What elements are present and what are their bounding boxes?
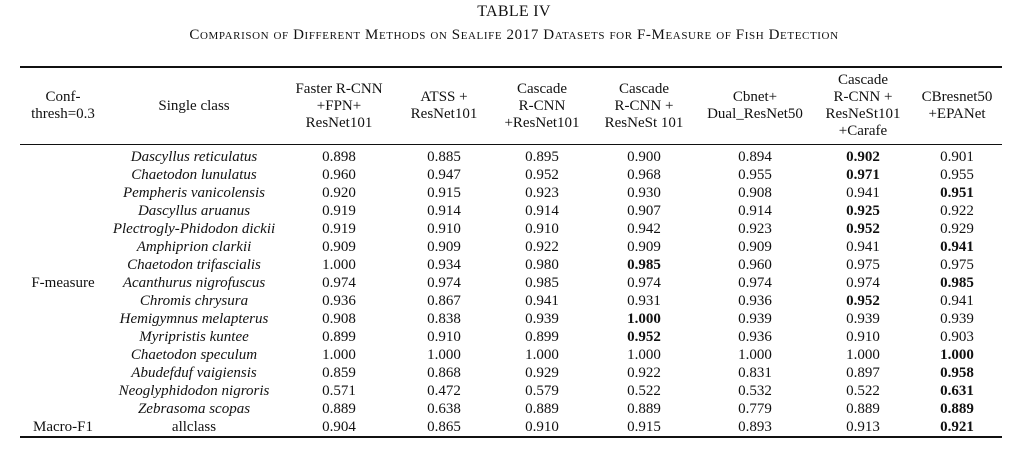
value-cell: 0.923 xyxy=(525,185,559,201)
macro-row xyxy=(20,418,1002,437)
value-cell: 1.000 xyxy=(627,347,661,363)
value-cell: 1.000 xyxy=(738,347,772,363)
value-cell: 0.522 xyxy=(627,383,661,399)
table-row xyxy=(20,184,1002,202)
value-cell: 0.903 xyxy=(940,329,974,345)
header-line: CBresnet50 xyxy=(921,89,993,105)
class-name-cell: Acanthurus nigrofuscus xyxy=(122,275,266,291)
value-cell: 0.910 xyxy=(427,221,461,237)
class-name-cell: Myripristis kuntee xyxy=(139,329,249,345)
header-line: R-CNN xyxy=(518,97,566,114)
header-line: Conf- xyxy=(45,89,81,105)
value-cell: 0.958 xyxy=(940,365,974,381)
value-cell: 0.868 xyxy=(427,365,461,381)
value-cell: 0.915 xyxy=(427,185,461,201)
value-cell: 0.922 xyxy=(940,203,974,219)
header-method xyxy=(814,67,912,145)
header-line: thresh=0.3 xyxy=(31,106,95,122)
macro-value-cell: 0.893 xyxy=(696,418,814,437)
value-cell: 0.941 xyxy=(940,293,974,309)
header-line: Cascade xyxy=(838,72,888,88)
group-label: F-measure xyxy=(31,275,95,291)
value-cell: 0.952 xyxy=(627,329,661,345)
header-line: ResNeSt101 xyxy=(825,106,901,122)
value-cell: 0.867 xyxy=(427,293,461,309)
value-cell: 0.942 xyxy=(627,221,661,237)
table-row xyxy=(20,364,1002,382)
value-cell: 0.889 xyxy=(846,401,880,417)
macro-value-cell: 0.865 xyxy=(396,418,492,437)
macro-class-cell: allclass xyxy=(106,418,282,437)
value-cell: 0.971 xyxy=(846,167,880,183)
value-cell: 0.900 xyxy=(627,149,661,165)
header-single-class: Single class xyxy=(106,67,282,145)
class-name-cell: Abudefduf vaigiensis xyxy=(131,365,257,381)
value-cell: 0.914 xyxy=(427,203,461,219)
header-line: Cascade xyxy=(619,80,669,97)
header-row xyxy=(20,67,1002,145)
class-name-cell: Plectrogly-Phidodon dickii xyxy=(112,221,276,237)
value-cell: 0.909 xyxy=(738,239,772,255)
value-cell: 0.941 xyxy=(846,239,880,255)
class-name-cell: Dascyllus aruanus xyxy=(137,203,251,219)
value-cell: 0.985 xyxy=(525,275,559,291)
value-cell: 0.968 xyxy=(627,167,661,183)
table-row xyxy=(20,310,1002,328)
class-name-cell: Chaetodon trifascialis xyxy=(127,257,261,273)
value-cell: 0.930 xyxy=(627,185,661,201)
value-cell: 0.897 xyxy=(846,365,880,381)
header-method xyxy=(696,67,814,145)
value-cell: 0.941 xyxy=(846,185,880,201)
value-cell: 0.923 xyxy=(738,221,772,237)
value-cell: 0.909 xyxy=(427,239,461,255)
value-cell: 0.936 xyxy=(738,329,772,345)
value-cell: 0.909 xyxy=(627,239,661,255)
value-cell: 0.951 xyxy=(940,185,974,201)
value-cell: 0.941 xyxy=(940,239,974,255)
value-cell: 0.974 xyxy=(738,275,772,291)
value-cell: 0.638 xyxy=(427,401,461,417)
value-cell: 0.910 xyxy=(846,329,880,345)
value-cell: 0.901 xyxy=(940,149,974,165)
macro-label: Macro-F1 xyxy=(20,418,106,437)
header-method xyxy=(492,67,592,145)
table-row xyxy=(20,292,1002,310)
value-cell: 0.960 xyxy=(322,167,356,183)
value-cell: 1.000 xyxy=(322,257,356,273)
value-cell: 0.898 xyxy=(322,149,356,165)
value-cell: 0.779 xyxy=(738,401,772,417)
value-cell: 0.975 xyxy=(846,257,880,273)
class-name-cell: Hemigymnus melapterus xyxy=(119,311,269,327)
value-cell: 0.952 xyxy=(525,167,559,183)
header-line: R-CNN + xyxy=(833,89,893,105)
header-line: Cascade xyxy=(517,80,567,97)
table-row xyxy=(20,400,1002,418)
value-cell: 0.831 xyxy=(738,365,772,381)
results-table xyxy=(20,66,1002,438)
value-cell: 0.929 xyxy=(525,365,559,381)
macro-value-cell: 0.913 xyxy=(814,418,912,437)
value-cell: 0.922 xyxy=(627,365,661,381)
class-name-cell: Amphiprion clarkii xyxy=(136,239,252,255)
value-cell: 0.939 xyxy=(525,311,559,327)
value-cell: 0.889 xyxy=(940,401,974,417)
value-cell: 0.960 xyxy=(738,257,772,273)
value-cell: 0.838 xyxy=(427,311,461,327)
macro-value-cell: 0.910 xyxy=(492,418,592,437)
value-cell: 0.908 xyxy=(322,311,356,327)
value-cell: 0.914 xyxy=(525,203,559,219)
value-cell: 0.571 xyxy=(322,383,356,399)
value-cell: 0.974 xyxy=(427,275,461,291)
table-row xyxy=(20,256,1002,274)
value-cell: 0.931 xyxy=(627,293,661,309)
header-method xyxy=(396,67,492,145)
header-line: ResNet101 xyxy=(305,114,373,131)
value-cell: 1.000 xyxy=(322,347,356,363)
value-cell: 0.939 xyxy=(738,311,772,327)
class-name-cell: Chromis chrysura xyxy=(139,293,249,309)
class-name-cell: Neoglyphidodon nigroris xyxy=(118,383,270,399)
value-cell: 0.922 xyxy=(525,239,559,255)
macro-value-cell: 0.904 xyxy=(282,418,396,437)
value-cell: 0.908 xyxy=(738,185,772,201)
value-cell: 0.910 xyxy=(427,329,461,345)
class-name-cell: Chaetodon speculum xyxy=(130,347,258,363)
table-row xyxy=(20,220,1002,238)
value-cell: 0.955 xyxy=(940,167,974,183)
table-body xyxy=(20,145,1002,438)
table-row xyxy=(20,238,1002,256)
table-row xyxy=(20,202,1002,220)
table-caption: Comparison of Different Methods on Sealife 2017 Datasets for F-Measure of Fish Detection xyxy=(189,27,839,43)
value-cell: 1.000 xyxy=(525,347,559,363)
value-cell: 0.934 xyxy=(427,257,461,273)
class-name-cell: Pempheris vanicolensis xyxy=(122,185,266,201)
value-cell: 0.579 xyxy=(525,383,559,399)
table-row xyxy=(20,145,1002,167)
header-line: +Carafe xyxy=(838,123,888,139)
value-cell: 0.885 xyxy=(427,149,461,165)
header-line: ATSS + xyxy=(420,89,468,105)
value-cell: 1.000 xyxy=(846,347,880,363)
class-name-cell: Zebrasoma scopas xyxy=(137,401,251,417)
macro-value-cell: 0.915 xyxy=(592,418,696,437)
value-cell: 0.919 xyxy=(322,221,356,237)
value-cell: 0.920 xyxy=(322,185,356,201)
value-cell: 0.899 xyxy=(525,329,559,345)
value-cell: 0.985 xyxy=(627,257,661,273)
class-name-cell: Chaetodon lunulatus xyxy=(131,167,257,183)
value-cell: 0.889 xyxy=(322,401,356,417)
header-line: ResNeSt 101 xyxy=(604,114,684,131)
value-cell: 0.939 xyxy=(940,311,974,327)
table-number: TABLE IV xyxy=(477,3,551,20)
header-line: Faster R-CNN xyxy=(295,80,383,97)
macro-value-cell: 0.921 xyxy=(912,418,1002,437)
class-name-cell: Dascyllus reticulatus xyxy=(130,149,258,165)
header-line: Cbnet+ xyxy=(732,89,778,105)
value-cell: 0.974 xyxy=(846,275,880,291)
header-method xyxy=(912,67,1002,145)
header-method xyxy=(282,67,396,145)
value-cell: 1.000 xyxy=(427,347,461,363)
value-cell: 0.889 xyxy=(525,401,559,417)
value-cell: 0.980 xyxy=(525,257,559,273)
header-line: ResNet101 xyxy=(410,106,478,122)
header-line: +EPANet xyxy=(928,106,986,122)
value-cell: 0.952 xyxy=(846,293,880,309)
value-cell: 0.939 xyxy=(846,311,880,327)
value-cell: 0.947 xyxy=(427,167,461,183)
header-line: R-CNN + xyxy=(614,97,674,114)
header-line: +FPN+ xyxy=(316,97,362,114)
table-row xyxy=(20,382,1002,400)
header-conf-thresh xyxy=(20,67,106,145)
value-cell: 0.936 xyxy=(738,293,772,309)
value-cell: 0.532 xyxy=(738,383,772,399)
value-cell: 0.859 xyxy=(322,365,356,381)
value-cell: 0.929 xyxy=(940,221,974,237)
value-cell: 0.902 xyxy=(846,149,880,165)
value-cell: 0.919 xyxy=(322,203,356,219)
value-cell: 0.522 xyxy=(846,383,880,399)
value-cell: 0.907 xyxy=(627,203,661,219)
value-cell: 0.910 xyxy=(525,221,559,237)
value-cell: 0.899 xyxy=(322,329,356,345)
value-cell: 0.985 xyxy=(940,275,974,291)
value-cell: 0.909 xyxy=(322,239,356,255)
value-cell: 0.974 xyxy=(322,275,356,291)
table-row xyxy=(20,328,1002,346)
value-cell: 0.895 xyxy=(525,149,559,165)
table-row xyxy=(20,346,1002,364)
value-cell: 0.925 xyxy=(846,203,880,219)
value-cell: 0.936 xyxy=(322,293,356,309)
table-row xyxy=(20,166,1002,184)
value-cell: 0.889 xyxy=(627,401,661,417)
value-cell: 0.941 xyxy=(525,293,559,309)
header-line: Dual_ResNet50 xyxy=(707,106,803,122)
value-cell: 0.631 xyxy=(940,383,974,399)
table-row xyxy=(20,274,1002,292)
value-cell: 0.914 xyxy=(738,203,772,219)
value-cell: 0.894 xyxy=(738,149,772,165)
value-cell: 0.952 xyxy=(846,221,880,237)
value-cell: 0.974 xyxy=(627,275,661,291)
value-cell: 0.975 xyxy=(940,257,974,273)
value-cell: 0.955 xyxy=(738,167,772,183)
header-method xyxy=(592,67,696,145)
value-cell: 1.000 xyxy=(940,347,974,363)
header-line: +ResNet101 xyxy=(504,114,580,131)
value-cell: 1.000 xyxy=(627,311,661,327)
value-cell: 0.472 xyxy=(427,383,461,399)
